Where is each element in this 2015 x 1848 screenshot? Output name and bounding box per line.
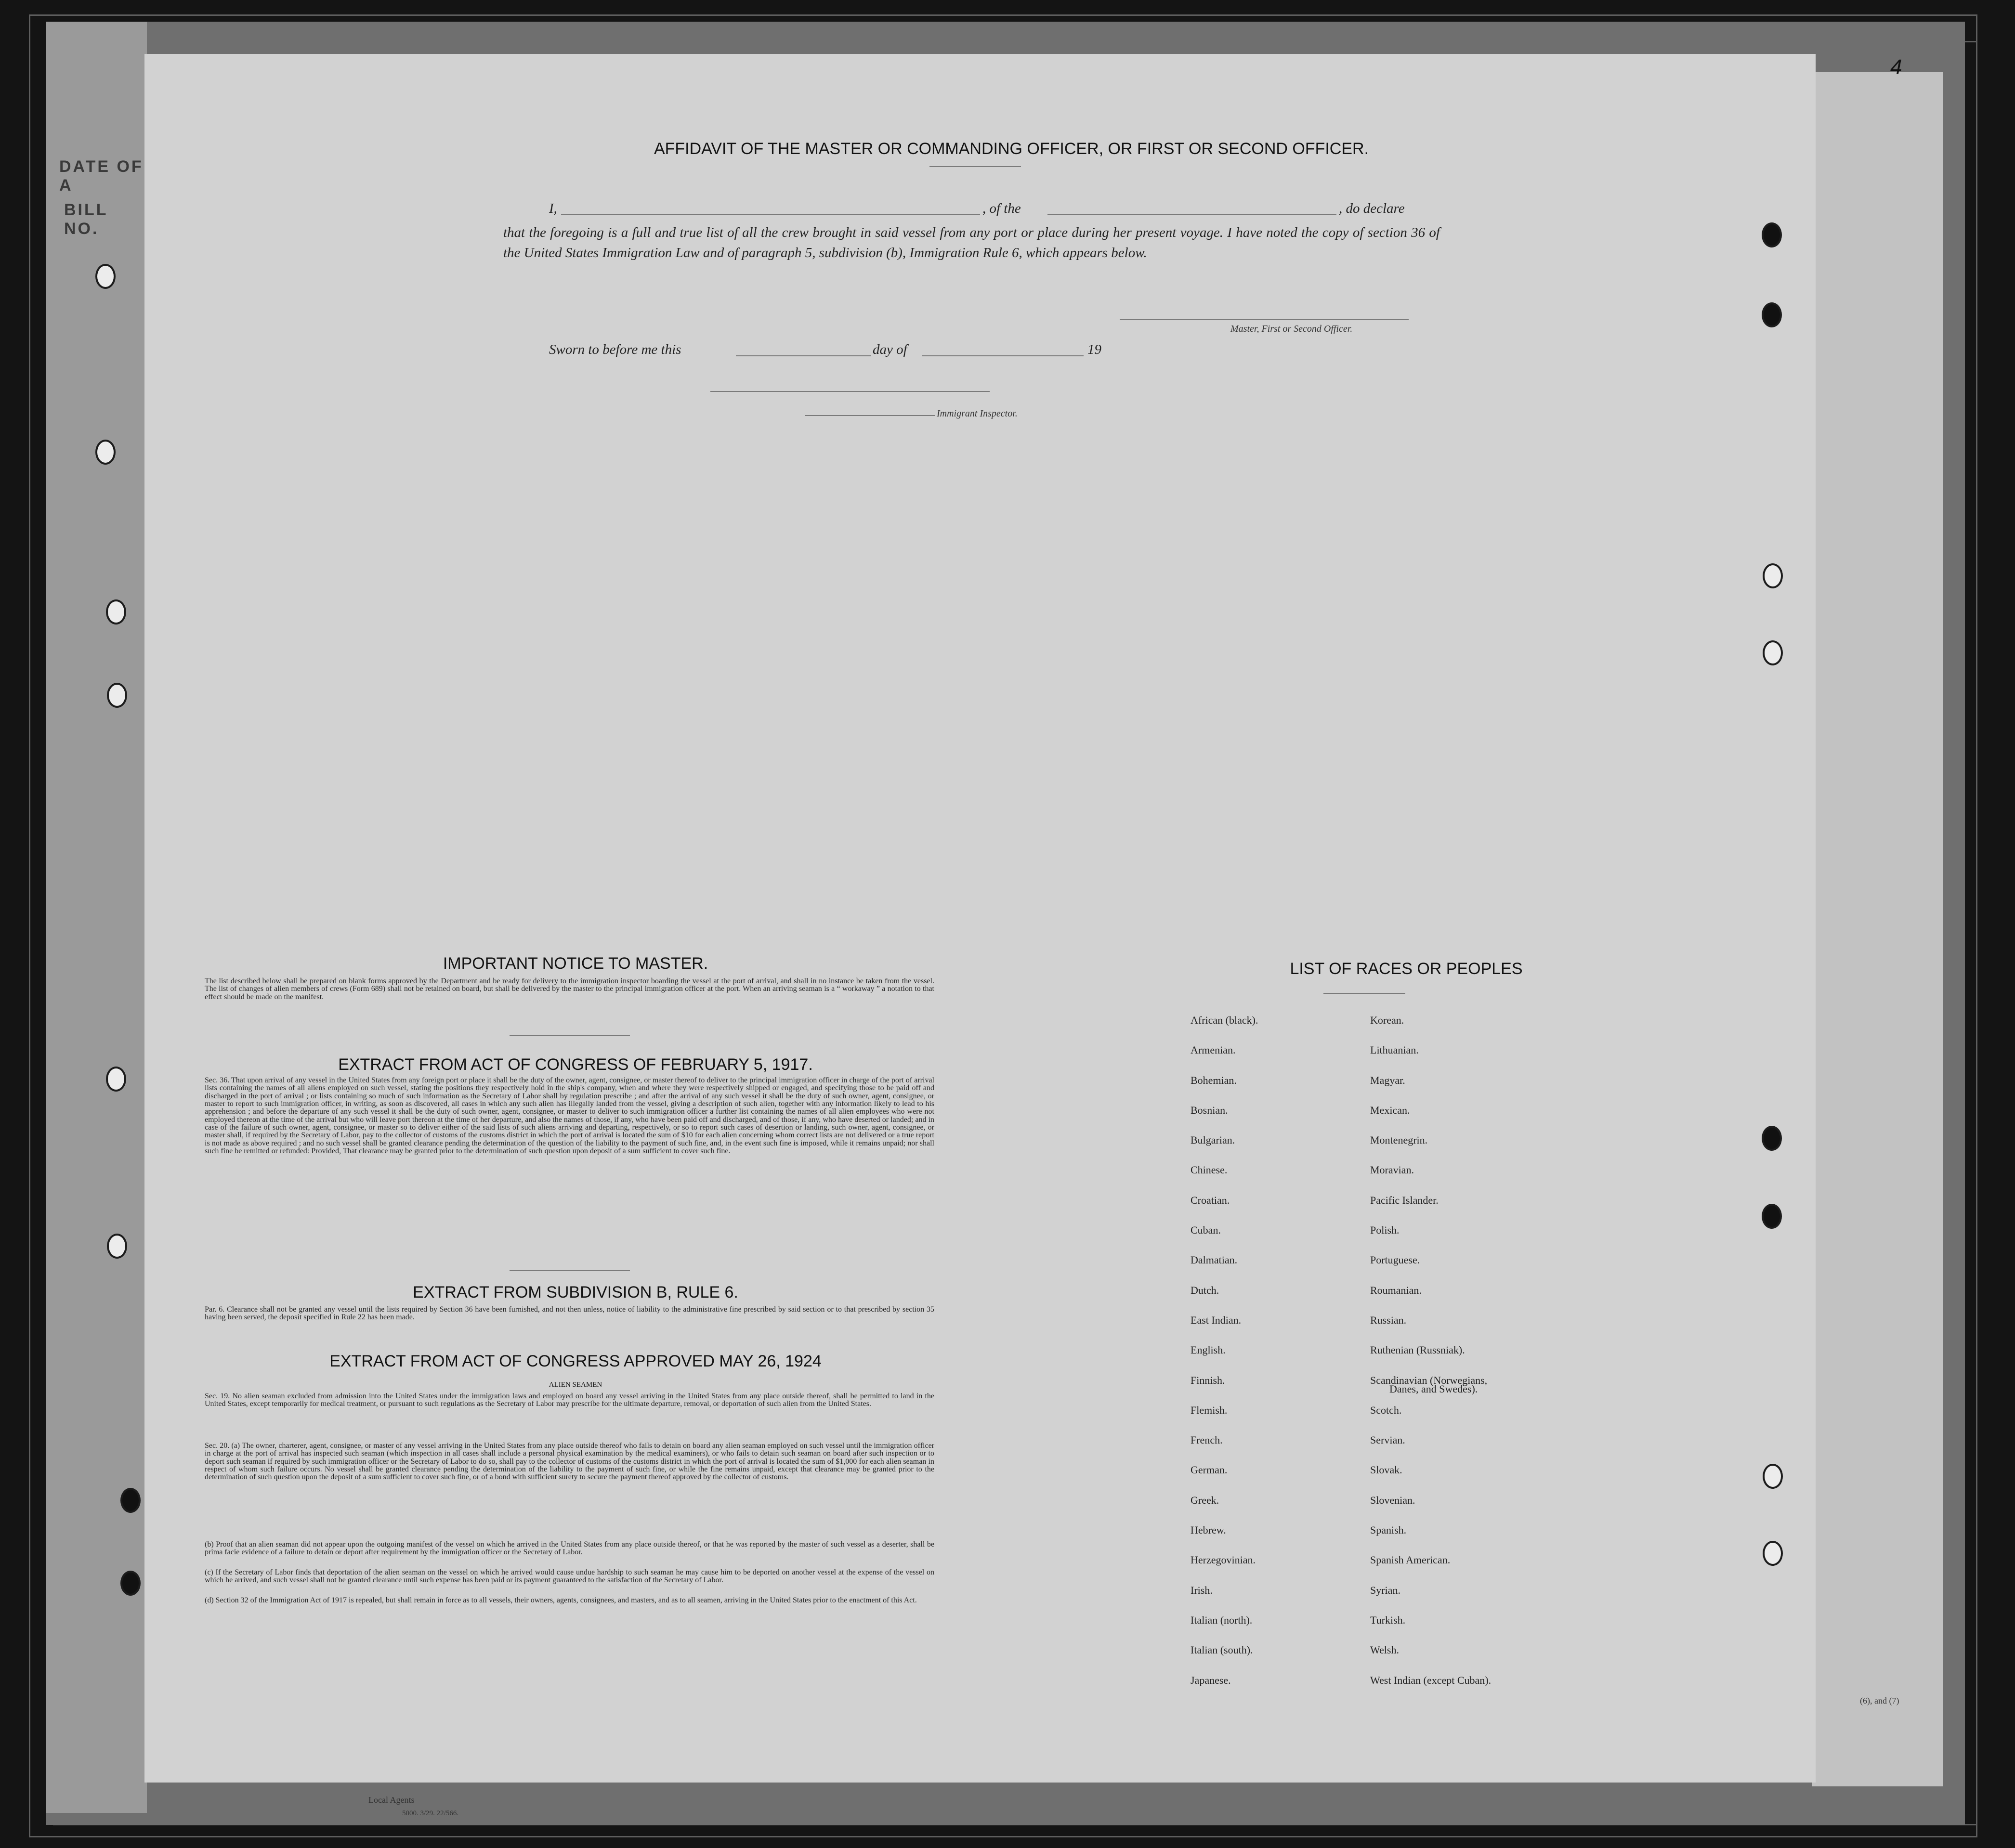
race-item: Finnish. [1191, 1374, 1225, 1386]
punch-hole [95, 440, 116, 465]
sworn-day: day of [873, 342, 907, 357]
race-item: Herzegovinian. [1191, 1554, 1256, 1566]
races-left-column [1191, 1014, 1258, 1704]
punch-hole [1762, 1126, 1782, 1151]
race-item: Armenian. [1191, 1044, 1236, 1056]
divider [510, 1035, 630, 1036]
race-item: Welsh. [1370, 1644, 1399, 1656]
race-item: Montenegrin. [1370, 1134, 1428, 1146]
divider [929, 166, 1021, 167]
month-blank [922, 355, 1084, 356]
race-item: Bosnian. [1191, 1104, 1228, 1116]
inspector-caption: Immigrant Inspector. [937, 408, 1018, 419]
day-blank [736, 355, 871, 356]
sec-20d-text: (d) Section 32 of the Immigration Act of 1917 is repealed, but shall remain in force as to all vessels, their owners, agents, consignees, and masters, and as to all seamen, arriving in the United States prior to the enactment of this Act. [205, 1596, 917, 1604]
affidavit-line1-end: , do declare [1339, 201, 1405, 216]
race-item: West Indian (except Cuban). [1370, 1674, 1492, 1686]
race-item: Cuban. [1191, 1224, 1221, 1236]
divider [510, 1270, 630, 1271]
race-item: Syrian. [1370, 1584, 1400, 1596]
signature-line [1120, 319, 1409, 320]
punch-hole [1763, 563, 1783, 588]
race-item: Hebrew. [1191, 1524, 1226, 1536]
race-item-continuation: Danes, and Swedes). [1389, 1383, 1478, 1395]
race-item: Mexican. [1370, 1104, 1410, 1116]
race-item: Flemish. [1191, 1404, 1228, 1416]
notice-text: The list described below shall be prepared on blank forms approved by the Department and be ready for delivery to the immigration inspector boarding the vessel at the port of arrival, and shall in no instance be taken from the vessel. The list of changes of alien members of crews (Form 689) shall not be retained on board, but shall be delivered by the master to the principal immigration officer at the port. When an arriving seaman is a “ workaway ” a notation to that effect should be made on the manifest. [205, 977, 934, 1001]
race-item: Portuguese. [1370, 1254, 1420, 1266]
race-item: English. [1191, 1344, 1226, 1356]
punch-hole [120, 1571, 141, 1596]
race-item: Korean. [1370, 1014, 1404, 1026]
race-item: Greek. [1191, 1494, 1219, 1506]
extract-rule6-text: Par. 6. Clearance shall not be granted any vessel until the lists required by Section 36 have been furnished, and not then unless, notice of liability to the administrative fine prescribed by said section or to that prescribed by section 35 having been served, the deposit specified in Rule 22 has been made. [205, 1305, 934, 1322]
punch-hole [1762, 1204, 1782, 1229]
race-item: Magyar. [1370, 1074, 1405, 1086]
race-item: Scandinavian (Norwegians, [1370, 1374, 1488, 1386]
race-item: Slovak. [1370, 1464, 1402, 1476]
punch-hole [1762, 302, 1782, 327]
race-item: Japanese. [1191, 1674, 1231, 1686]
race-item: Servian. [1370, 1434, 1405, 1446]
extract-1917-text: Sec. 36. That upon arrival of any vessel in the United States from any foreign port or place it shall be the duty of the owner, agent, consignee, or master thereof to deliver to the principal immigration officer in charge of the port of arrival lists containing the names of all aliens employed on such vessel, stating the positions they respectively hold in the ship's company, when and where they were respectively shipped or engaged, and specifying those to be paid off and discharged in the port of arrival ; or lists containing so much of such information as the Secretary of Labor shall by regulation prescribe ; and after the arrival of any such vessel it shall be the duty of such owner, agent, consignee, or master to report to such immigration officer, in writing, as soon as discovered, all cases in which any such alien has illegally landed from the vessel, giving a description of such alien, together with any information likely to lead to his apprehension ; and before the departure of any such vessel it shall be the duty of such owner, agent, consignee, or master to deliver to such immigration officer a further list containing the names of all alien employees who were not employed thereon at the time of the arrival but who will leave port thereon at the time of her departure, and also the names of those, if any, who have been paid off and discharged, and of those, if any, who have deserted or landed; and in case of the failure of such owner, agent, consignee, or master so to deliver either of the said lists of such aliens arriving and departing, respectively, or so to report such cases of desertion or landing, such owner, agent, consignee, or master shall, if required by the Secretary of Labor, pay to the collector of customs of the customs district in which the port of arrival is located the sum of $10 for each alien concerning whom correct lists are not delivered or a true report is not made as above required ; and no such vessel shall be granted clearance pending the determination of the question of the liability to the payment of such fine, and, in the event such fine is imposed, while it remains unpaid; nor shall such fine be remitted or refunded: Provided, That clearance may be granted prior to the determination of such question upon deposit of a sum sufficient to cover such fine. [205, 1076, 934, 1155]
race-item: Croatian. [1191, 1194, 1230, 1206]
sworn-year: 19 [1087, 342, 1101, 357]
sec-19-text: Sec. 19. No alien seaman excluded from admission into the United States under the immigration laws and employed on board any vessel arriving in the United States from any place outside thereof, shall be permitted to land in the United States, except temporarily for medical treatment, or pursuant to such regulations as the Secretary of Labor may prescribe for the ultimate departure, removal, or deportation of such alien from the United States. [205, 1392, 934, 1408]
race-item: Dutch. [1191, 1284, 1219, 1296]
race-item: Russian. [1370, 1314, 1407, 1326]
race-item: Bohemian. [1191, 1074, 1237, 1086]
punch-hole [1763, 640, 1783, 665]
race-item: Spanish. [1370, 1524, 1407, 1536]
race-item: Turkish. [1370, 1614, 1406, 1626]
strip-label-date: DATE OF A [59, 157, 144, 195]
vessel-blank [1047, 214, 1336, 215]
race-item: Italian (south). [1191, 1644, 1253, 1656]
punch-hole [120, 1488, 141, 1513]
race-item: East Indian. [1191, 1314, 1242, 1326]
inspector-line-short [805, 415, 935, 416]
race-item: Polish. [1370, 1224, 1400, 1236]
right-edge-note: (6), and (7) [1860, 1696, 1899, 1705]
punch-hole [1763, 1541, 1783, 1566]
divider [1323, 993, 1405, 994]
affidavit-title: AFFIDAVIT OF THE MASTER OR COMMANDING OFFICER, OR FIRST OR SECOND OFFICER. [654, 140, 1369, 158]
races-heading: LIST OF RACES OR PEOPLES [1290, 960, 1523, 978]
extract-1924-subheading: ALIEN SEAMEN [549, 1381, 602, 1389]
race-item: Bulgarian. [1191, 1134, 1235, 1146]
extract-1924-heading: EXTRACT FROM ACT OF CONGRESS APPROVED MAY 26, 1924 [329, 1352, 822, 1370]
race-item: French. [1191, 1434, 1223, 1446]
punch-hole [1762, 222, 1782, 247]
form-sheet [144, 54, 1816, 1783]
punch-hole [95, 264, 116, 289]
sec-20a-text: Sec. 20. (a) The owner, charterer, agent, consignee, or master of any vessel arriving in the United States from any place outside thereof who fails to detain on board any alien seaman employed on such vessel until the immigration officer in charge at the port of arrival has inspected such seaman (which inspection in all cases shall include a personal physical examination by the medical examiners), or who fails to detain such seaman on board after such inspection or to deport such seaman if required by such immigration officer or the Secretary of Labor to do so, shall pay to the collector of customs of the customs district in which the port of arrival is located the sum of $1,000 for each alien seaman in respect of whom such failure occurs. No vessel shall be granted clearance pending the determination of the liability to the payment of such fine, or while the fine remains unpaid, except that clearance may be granted prior to the determination of such question upon the deposit of a sum sufficient to cover such fine, or of a bond with sufficient surety to secure the payment thereof approved by the collector of customs. [205, 1442, 934, 1482]
affidavit-line1-mid: , of the [982, 201, 1021, 216]
sec-20c-text: (c) If the Secretary of Labor finds that deportation of the alien seaman on the vessel on which he arrived would cause undue hardship to such seaman he may cause him to be deported on another vessel at the expense of the vessel on which he arrived, and such vessel shall not be granted clearance until such expense has been paid or its payment guaranteed to the satisfaction of the Secretary of Labor. [205, 1568, 934, 1585]
footer-agents: Local Agents [368, 1795, 415, 1805]
race-item: Slovenian. [1370, 1494, 1415, 1506]
punch-hole [107, 683, 127, 708]
race-item: Pacific Islander. [1370, 1194, 1439, 1206]
punch-hole [106, 599, 126, 625]
race-item: Italian (north). [1191, 1614, 1253, 1626]
page-number: 4 [1890, 55, 1902, 79]
race-item: African (black). [1191, 1014, 1258, 1026]
sworn-prefix: Sworn to before me this [549, 342, 681, 357]
punch-hole [107, 1234, 127, 1259]
race-item: Scotch. [1370, 1404, 1402, 1416]
footer-form-code: 5000. 3/29. 22/566. [402, 1809, 459, 1817]
left-binding-strip [46, 22, 147, 1813]
name-blank [561, 214, 980, 215]
race-item: Irish. [1191, 1584, 1213, 1596]
master-caption: Master, First or Second Officer. [1230, 324, 1353, 334]
race-item: German. [1191, 1464, 1228, 1476]
race-item: Moravian. [1370, 1164, 1414, 1176]
sec-20b-text: (b) Proof that an alien seaman did not appear upon the outgoing manifest of the vessel on which he arrived in the United States from any place outside thereof, or that he was reported by the master of such vessel as a deserter, shall be prima facie evidence of a failure to detain or deport after requirement by the immigration officer or the Secretary of Labor. [205, 1540, 934, 1557]
extract-1917-heading: EXTRACT FROM ACT OF CONGRESS OF FEBRUARY 5, 1917. [338, 1055, 813, 1074]
race-item: Dalmatian. [1191, 1254, 1238, 1266]
race-item: Lithuanian. [1370, 1044, 1419, 1056]
race-item: Spanish American. [1370, 1554, 1451, 1566]
affidavit-body: that the foregoing is a full and true list of all the crew brought in said vessel from any port or place during her present voyage. I have noted the copy of section 36 of the United States Immigration Law and of paragraph 5, subdivision (b), Immigration Rule 6, which appears below. [503, 225, 1440, 261]
notice-heading: IMPORTANT NOTICE TO MASTER. [443, 954, 708, 973]
strip-label-bill: BILL NO. [64, 201, 108, 238]
affidavit-line1-start: I, [549, 201, 557, 216]
punch-hole [106, 1067, 126, 1092]
extract-rule6-heading: EXTRACT FROM SUBDIVISION B, RULE 6. [413, 1283, 738, 1301]
inspector-line [710, 391, 990, 392]
punch-hole [1763, 1464, 1783, 1489]
race-item: Ruthenian (Russniak). [1370, 1344, 1465, 1356]
races-right-column [1370, 1014, 1491, 1704]
right-underlying-sheet [1812, 72, 1943, 1786]
race-item: Roumanian. [1370, 1284, 1422, 1296]
race-item: Chinese. [1191, 1164, 1228, 1176]
